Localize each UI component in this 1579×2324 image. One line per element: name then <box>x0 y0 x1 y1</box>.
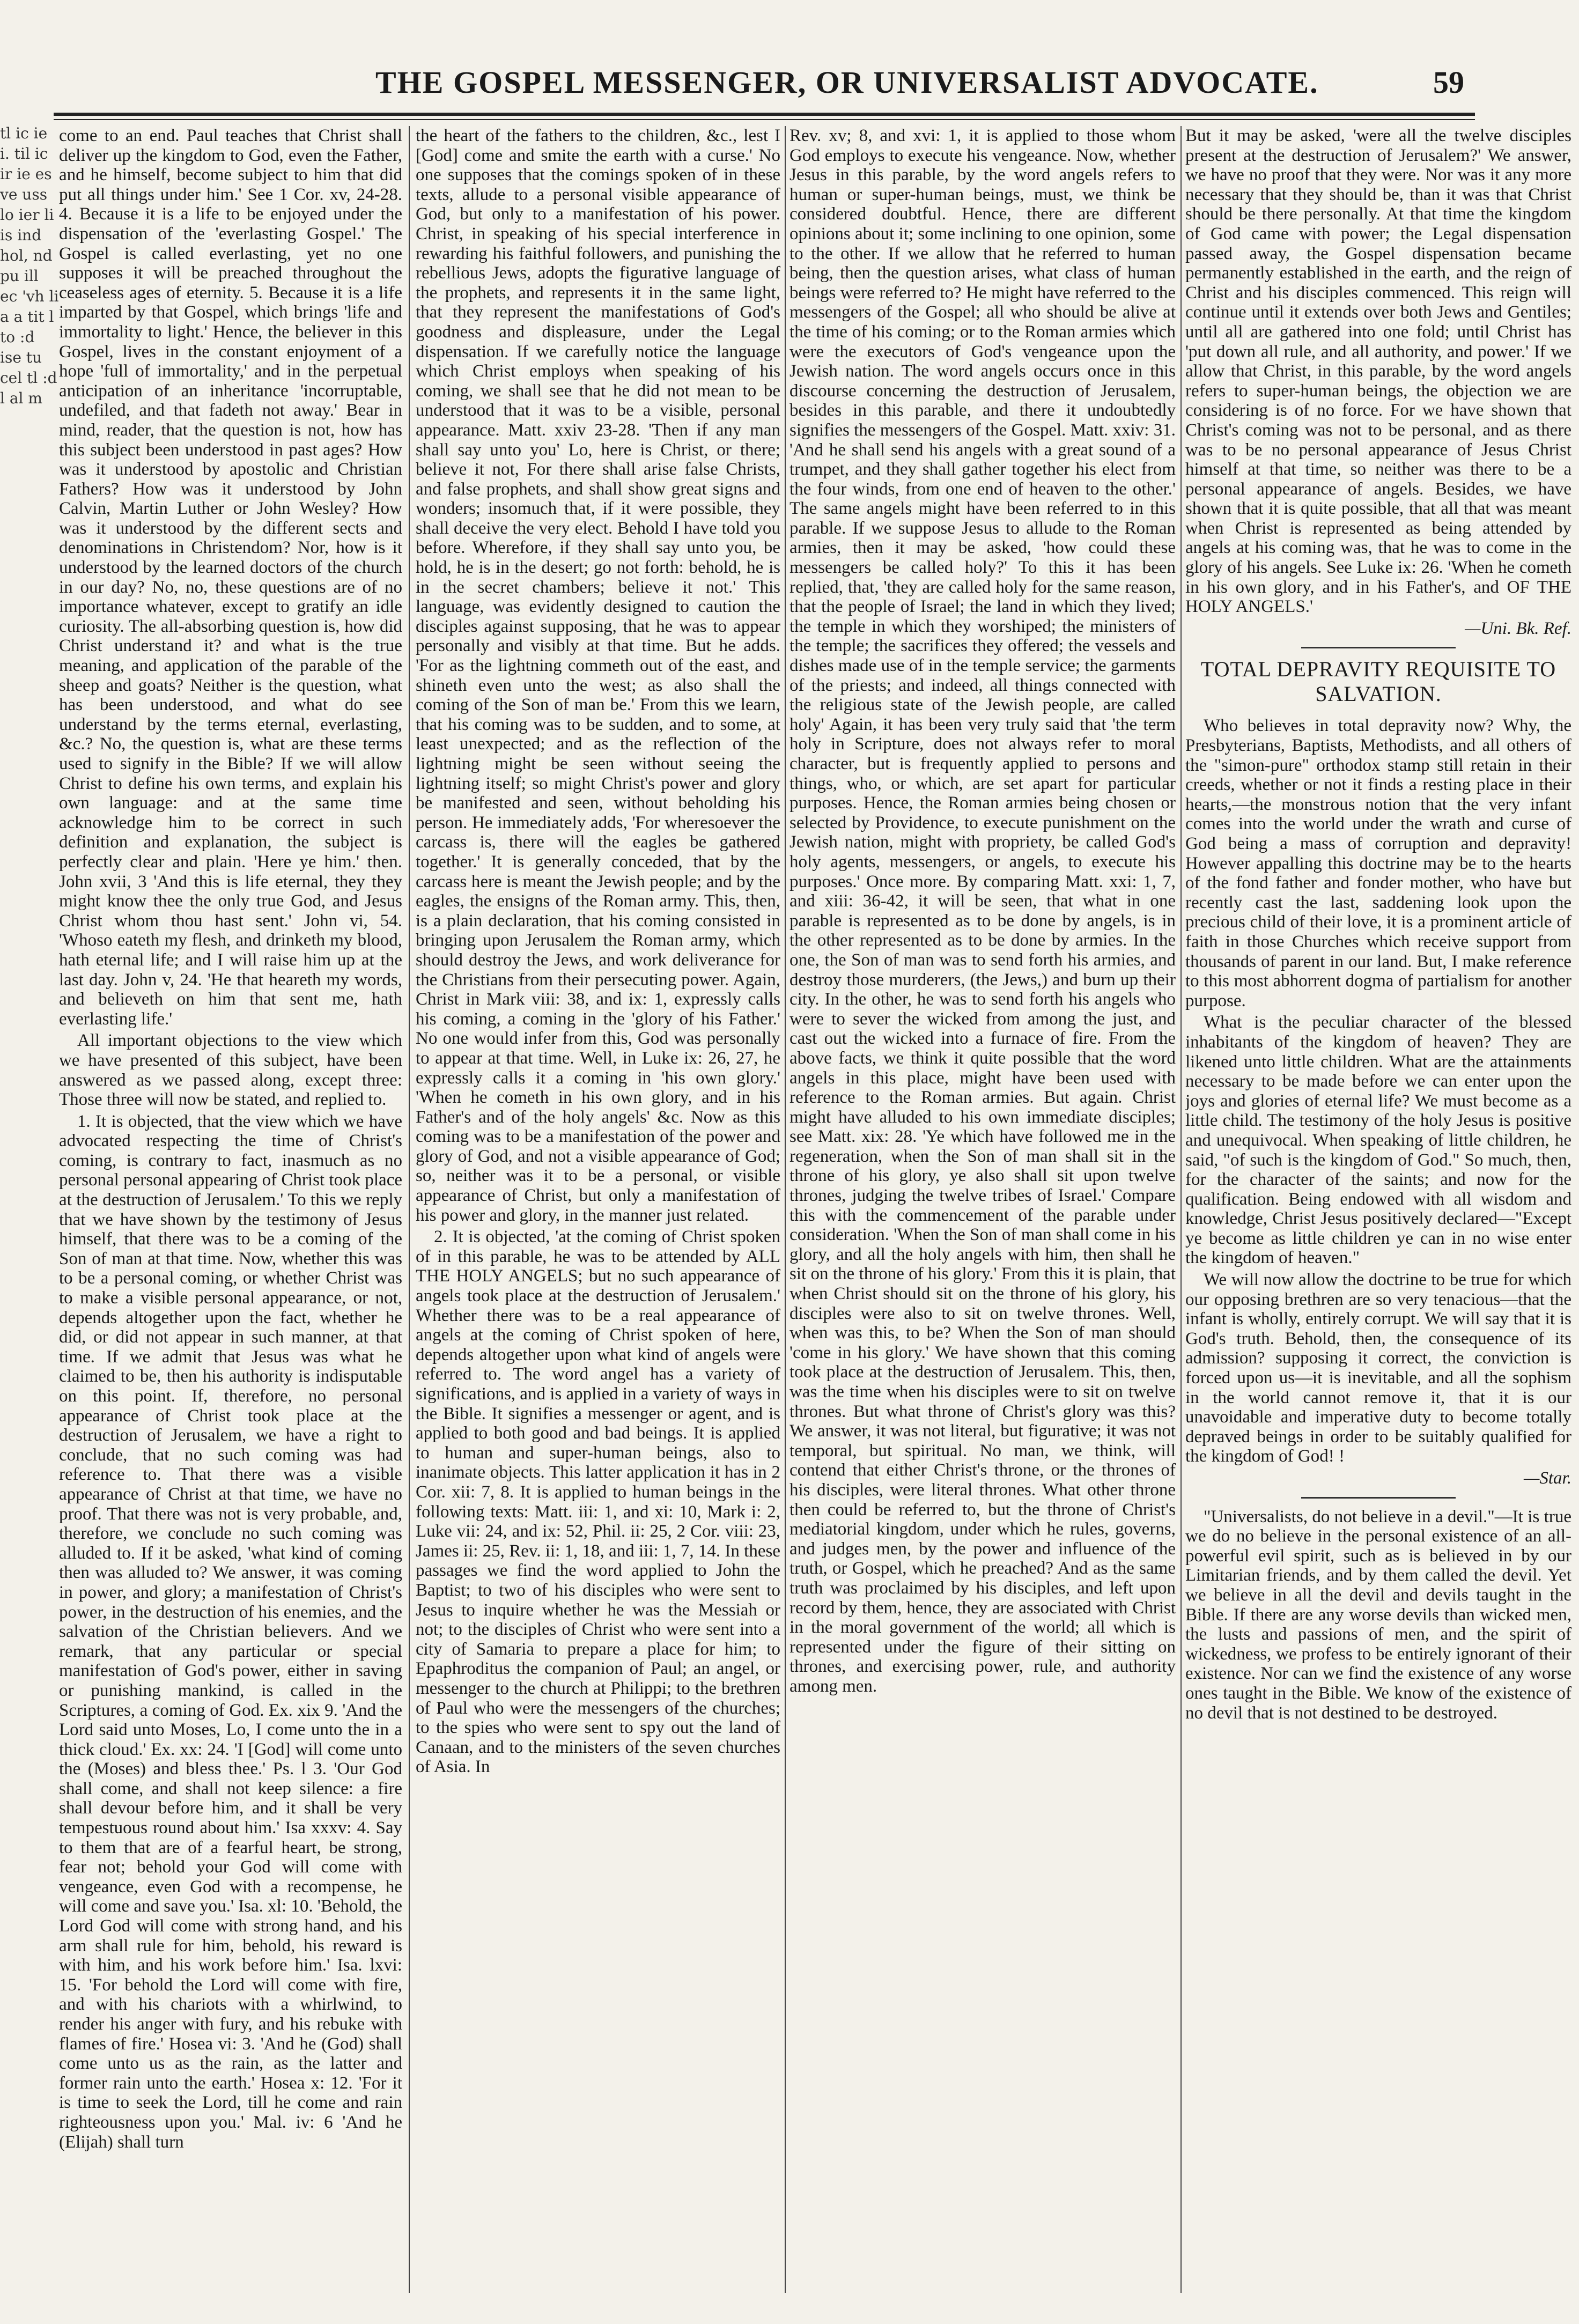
col2-paragraph-1: the heart of the fathers to the children, &c., lest I [God] come and smite the earth with a curse.' No one supposes that the comings spoken of in these texts, allude to a personal visible appearance of God, but only to a manifestation of his power. Christ, in speaking of his special interference in rewarding his faithful followers, and punishing the rebellious Jews, adopts the figurative language of the prophets, and represents it in the same light, that they represent the manifestations of God's goodness and displeasure, under the Legal dispensation. If we carefully notice the language which Christ employs when speaking of his coming, we shall see that he did not mean to be understood that it was to be a visible, personal appearance. Matt. xxiv 23-28. 'Then if any man shall say unto you' Lo, here is Christ, or there; believe it not, For there shall arise false Christs, and false prophets, and shall show great signs and wonders; insomuch that, if it were possible, they shall deceive the very elect. Behold I have told you before. Wherefore, if they shall say unto you, be hold, he is in the desert; go not forth: behold, he is in the secret chambers; believe it not.' This language, was evidently designed to caution the disciples against supposing, that he was to appear personally and visibly at that time. But he adds. 'For as the lightning commeth out of the east, and shineth even unto the west; as also shall the coming of the Son of man be.' From this we learn, that his coming was to be sudden, and to some, at least unexpected; and as the reflection of the lightning might be seen without seeing the lightning itself; so might Christ's power and glory be manifested and seen, without beholding his person. He immediately adds, 'For wheresoever the carcass is, there will the eagles be gathered together.' It is generally conceded, that by the carcass here is meant the Jewish people; and by the eagles, the ensigns of the Roman army. This, then, is a plain declaration, that his coming consisted in bringing upon Jerusalem the Roman army, which should destroy the Jews, and work deliverance for the Christians from their persecuting power. Again, Christ in Mark viii: 38, and ix: 1, expressly calls his coming, a coming in the 'glory of his Father.' No one would infer from this, God was personally to appear at that time. Well, in Luke ix: 26, 27, he expressly calls it a coming in 'his own glory.' 'When he cometh in his own glory, and in his Father's and of the holy angels' &c. Now as this coming was to be a manifestation of the power and glory of God, and not a visible appearance of God; so, neither was it to be a personal, or visible appearance of Christ, but only a manifestation of his power and glory, in the manner just related. <box>416 126 780 1225</box>
final-paragraph: "Universalists, do not believe in a devil."—It is true we do no believe in the personal existence of an all-powerful evil spirit, such as is believed in by our Limitarian friends, and by them called the devil. Yet we believe in all the devil and devils taught in the Bible. If there are any worse devils than wicked men, the lusts and passions of men, and the spirit of wickedness, we profess to be entirely ignorant of their existence. Nor can we find the existence of any worse ones taught in the Bible. We know of the existence of no devil that is not destined to be destroyed. <box>1185 1507 1571 1723</box>
header-rule <box>54 113 1475 116</box>
col2-paragraph-2: 2. It is objected, 'at the coming of Christ spoken of in this parable, he was to be attended by ALL THE HOLY ANGELS; but no such appearance of angels took place at the destruction of Jerusalem.' Whether there was to be a real appearance of angels at the coming of Christ spoken of here, depends altogether upon what kind of angels were referred to. The word angel has a variety of significations, and is applied in a variety of ways in the Bible. It signifies a messenger or agent, and is applied to both good and bad beings. It is applied to human and super-human beings, also to inanimate objects. This latter application it has in 2 Cor. xii: 7, 8. It is applied to human beings in the following texts: Matt. iii: 1, and xi: 10, Mark i: 2, Luke vii: 24, and ix: 52, Phil. ii: 25, 2 Cor. viii: 23, James ii: 25, Rev. ii: 1, 18, and iii: 1, 7, 14. In these passages we find the word applied to John the Baptist; to two of his disciples who were sent to Jesus to inquire whether he was the Messiah or not; to the disciples of Christ who were sent into a city of Samaria to prepare a place for him; to Epaphroditus the companion of Paul; an angel, or messenger to the church at Philippi; to the brethren of Paul who were the messengers of the churches; to the spies who were sent to spy out the land of Canaan, and to the ministers of the seven churches of Asia. In <box>416 1227 780 1777</box>
section-signature: —Star. <box>1524 1469 1571 1488</box>
col1-paragraph-2: All important objections to the view which we have presented of this subject, have been answered as we passed along, except three: Those three will now be stated, and replied to. <box>59 1031 402 1110</box>
masthead-title: THE GOSPEL MESSENGER, OR UNIVERSALIST ADVOCATE. <box>375 65 1319 100</box>
section-paragraph-3: We will now allow the doctrine to be true for which our opposing brethren are so very tenacious—that the infant is wholly, entirely corrupt. We will say that it is God's truth. Behold, then, the consequence of its admission? supposing it correct, the conviction is forced upon us—it is inevitable, and all the sophism in the world cannot remove it, that it is our unavoidable and imperative duty to become totally depraved beings in order to be suitably qualified for the kingdom of God! ! <box>1185 1270 1571 1466</box>
column-2 <box>416 126 780 2293</box>
section-title: TOTAL DEPRAVITY REQUISITE TO SALVATION. <box>1200 657 1556 706</box>
section-paragraph-2: What is the peculiar character of the blessed inhabitants of the kingdom of heaven? They are likened unto little children. What are the attainments necessary to be made before we can enter upon the joys and glories of eternal life? We must become as a little child. The testimony of the holy Jesus is positive and unequivocal. When speaking of little children, he said, "of such is the kingdom of God." So much, then, for the character of the saints; and now for the qualification. Being endowed with all wisdom and knowledge, Christ Jesus positively declared—"Except ye become as little children ye can in no wise enter the kingdom of heaven." <box>1185 1013 1571 1268</box>
col4-top-signature: —Uni. Bk. Ref. <box>1465 618 1571 638</box>
col1-paragraph-3: 1. It is objected, that the view which we have advocated respecting the time of Christ's coming, is contrary to fact, inasmuch as no personal personal appearing of Christ took place at the destruction of Jerusalem.' To this we reply that we have shown by the testimony of Jesus himself, that there was to be a coming of the Son of man at that time. Now, whether this was to be a personal coming, or whether Christ was to make a visible personal appearance, or not, depends altogether upon the fact, whether he did, or did not appear in such manner, at that time. If we admit that Jesus was what he claimed to be, then his authority is indisputable on this point. If, therefore, no personal appearance of Christ took place at the destruction of Jerusalem, we have a right to conclude, that no such coming was had reference to. That there was a visible appearance of Christ at that time, we have no proof. That there was not is very probable, and, therefore, we conclude no such coming was alluded to. If it be asked, 'what kind of coming then was alluded to? We answer, it was coming in power, and glory; a manifestation of Christ's power, in the destruction of his enemies, and the salvation of the Christian believers. And we remark, that any particular or special manifestation of God's power, either in saving or punishing mankind, is called in the Scriptures, a coming of God. Ex. xix 9. 'And the Lord said unto Moses, Lo, I come unto the in a thick cloud.' Ex. xx: 24. 'I [God] will come unto the (Moses) and bless thee.' Ps. l 3. 'Our God shall come, and shall not keep silence: a fire shall devour before him, and it shall be very tempestuous round about him.' Isa xxxv: 4. Say to them that are of a fearful heart, be strong, fear not; behold your God will come with vengeance, even God with a recompense, he will come and save you.' Isa. xl: 10. 'Behold, the Lord God will come with strong hand, and his arm shall rule for him, behold, his reward is with him, and his work before him.' Isa. lxvi: 15. 'For behold the Lord will come with fire, and with his chariots with a whirlwind, to render his anger with fury, and his rebuke with flames of fire.' Hosea vi: 3. 'And he (God) shall come unto us as the rain, as the latter and former rain unto the earth.' Hosea x: 12. 'For it is time to seek the Lord, till he come and rain righteousness upon you.' Mal. iv: 6 'And he (Elijah) shall turn <box>59 1111 402 2152</box>
col3-paragraph-1: Rev. xv; 8, and xvi: 1, it is applied to those whom God employs to execute his vengeance. Now, whether Jesus in this parable, by the word angels refers to human or super-human beings, must, we think be considered doubtful. Hence, there are different opinions about it; some inclining to one opinion, some to the other. If we allow that he referred to human being, then the question arises, what class of human beings were referred to? He might have referred to the messengers of the Gospel; all who should be alive at the time of his coming; or to the Roman armies which were the executors of God's vengeance upon the Jewish nation. The word angels occurs once in this discourse concerning the destruction of Jerusalem, besides in this parable, and there it undoubtedly signifies the messengers of the Gospel. Matt. xxiv: 31. 'And he shall send his angels with a great sound of a trumpet, and they shall gather together his elect from the four winds, from one end of heaven to the other.' The same angels might have been referred to in this parable. If we suppose Jesus to allude to the Roman armies, then it may be asked, 'how could these messengers be called holy?' To this it has been replied, that, 'they are called holy for the same reason, that the people of Israel; the land in which they lived; the temple in which they worshiped; the ministers of the temple; the sacrifices they offered; the vessels and dishes made use of in the temple service; the garments of the priests; and indeed, all things connected with the religious state of the Jewish people, are called holy' Again, it has been very truly said that 'the term holy in Scripture, does not always refer to moral character, but is frequently applied to persons and things, who, or which, are set apart for particular purposes. Hence, the Roman armies being chosen or selected by Providence, to execute punishment on the Jewish nation, might with propriety, be called God's holy agents, messengers, or angels, to execute his purposes.' Once more. By comparing Matt. xxi: 1, 7, and xiii: 36-42, it will be seen, that what in one parable is represented as to be done by angels, is in the other represented as to be done by armies. In the one, the Son of man was to send forth his armies, and destroy those murderers, (the Jews,) and burn up their city. In the other, he was to send forth his angels who were to sever the wicked from among the just, and cast out the wicked into a furnace of fire. From the above facts, we think it quite possible that the word angels in this place, might have been used with reference to the Roman armies. But again. Christ might have alluded to his own immediate disciples; see Matt. xix: 28. 'Ye which have followed me in the regeneration, when the Son of man shall sit in the throne of his glory, ye also shall sit upon twelve thrones, judging the twelve tribes of Israel.' Compare this with the commencement of the parable under consideration. 'When the Son of man shall come in his glory, and all the holy angels with him, then shall he sit on the throne of his glory.' From this it is plain, that when Christ should sit on the throne of his glory, his disciples were also to sit on twelve thrones. Well, when was this, to be? When the Son of man should 'come in his glory.' We have shown that this coming took place at the destruction of Jerusalem. This, then, was the time when his disciples were to sit on twelve thrones. But what throne of Christ's glory was this? We answer, it was not literal, but figurative; it was not temporal, but spiritual. No man, we think, will contend that either Christ's throne, or the thrones of his disciples, were literal thrones. What other throne then could be referred to, but the throne of Christ's mediatorial kingdom, under which he rules, governs, and judges men, by the power and influence of the truth, or Gospel, which he preached? And as the same truth was proclaimed by his disciples, and left upon record by them, hence, they are associated with Christ in the moral government of the world; all which is represented under the figure of their sitting on thrones, and exercising power, rule, and authority among men. <box>790 126 1176 1696</box>
header-rule-thin <box>54 119 1475 120</box>
col4-paragraph-top: But it may be asked, 'were all the twelve disciples present at the destruction of Jerusalem?' We answer, we have no proof that they were. Nor was it any more necessary that they should be, than it was that Christ should be there personally. At that time the kingdom of God came with power; the Legal dispensation passed away, the Gospel dispensation became permanently established in the earth, and the reign of Christ and his disciples commenced. This reign will continue until it extends over both Jews and Gentiles; until all are gathered into one fold; until Christ has 'put down all rule, and all authority, and power.' If we allow that Christ, in this parable, by the word angels refers to super-human beings, the objection we are considering is of no force. For we have shown that Christ's coming was not to be personal, and as there was to be no personal appearance of Jesus Christ himself at that time, so neither was there to be a personal appearance of angels. Besides, we have shown that it is quite possible, that all that was meant when Christ is represented as being attended by angels at his coming was, that he was to come in the glory of his angels. See Luke ix: 26. 'When he cometh in his own glory, and in his Father's, and OF THE HOLY ANGELS.' <box>1185 126 1571 617</box>
page-header <box>32 59 1470 107</box>
column-3 <box>790 126 1176 2293</box>
left-margin-fragments: tl ic ie i. til ic ir ie es ve uss lo ier li is ind hol, nd pu ill ec 'vh li a a tit l to :d ise tu cel tl :d l al m <box>0 124 59 407</box>
section-divider <box>1301 647 1456 648</box>
section-paragraph-1: Who believes in total depravity now? Why, the Presbyterians, Baptists, Methodists, and all others of the "simon-pure" orthodox stamp still retain in their creeds, whether or not it finds a resting place in their hearts,—the monstrous notion that the very infant comes into the world under the wrath and curse of God being a mass of corruption and depravity! However appalling this doctrine may be to the hearts of the fond father and fonder mother, who have but recently cast the last, saddening look upon the precious child of their love, it is a prominent article of faith in those Churches which receive support from thousands of parent in our land. But, I make reference to this most abhorrent dogma of partialism for another purpose. <box>1185 716 1571 1010</box>
column-divider-1 <box>409 126 410 2293</box>
col1-paragraph-1: come to an end. Paul teaches that Christ shall deliver up the kingdom to God, even the Father, and he himself, become subject to him that did put all things under him.' See 1 Cor. xv, 24-28. 4. Because it is a life to be enjoyed under the dispensation of the 'everlasting Gospel.' The Gospel is called everlasting, yet no one supposes it will be preached throughout the ceaseless ages of eternity. 5. Because it is a life imparted by that Gospel, which brings 'life and immortality to light.' Hence, the believer in this Gospel, lives in the constant enjoyment of a hope 'full of immortality,' and in the perpetual anticipation of an inheritance 'incorruptable, undefiled, and that fadeth not away.' Bear in mind, reader, that the question is not, how has this subject been understood in past ages? How was it understood by apostolic and Christian Fathers? How was it understood by John Calvin, Martin Luther or John Wesley? How was it understood by the different sects and denominations in Christendom? Nor, how is it understood by the learned doctors of the church in our day? No, no, these questions are of no importance whatever, except to gratify an idle curiosity. The all-absorbing question is, how did Christ understand it? and what is the true meaning, and application of the parable of the sheep and goats? Neither is the question, what has been understood, and what do see understand by the terms eternal, everlasting, &c.? No, the question is, what are these terms used to signify in the Bible? If we will allow Christ to define his own terms, and explain his own language: and at the same time acknowledge him to be correct in such definition and explanation, the subject is perfectly clear and plain. 'Here ye him.' then. John xvii, 3 'And this is life eternal, they they might know thee the only true God, and Jesus Christ whom thou hast sent.' John vi, 54. 'Whoso eateth my flesh, and drinketh my blood, hath eternal life; and I will raise him up at the last day. John v, 24. 'He that heareth my words, and believeth on him that sent me, hath everlasting life.' <box>59 126 402 1029</box>
column-divider-3 <box>1180 126 1182 2293</box>
column-1 <box>59 126 402 2293</box>
page-number: 59 <box>1433 65 1464 100</box>
column-divider-2 <box>785 126 786 2293</box>
column-4 <box>1185 126 1571 2293</box>
section-divider-2 <box>1301 1497 1456 1499</box>
